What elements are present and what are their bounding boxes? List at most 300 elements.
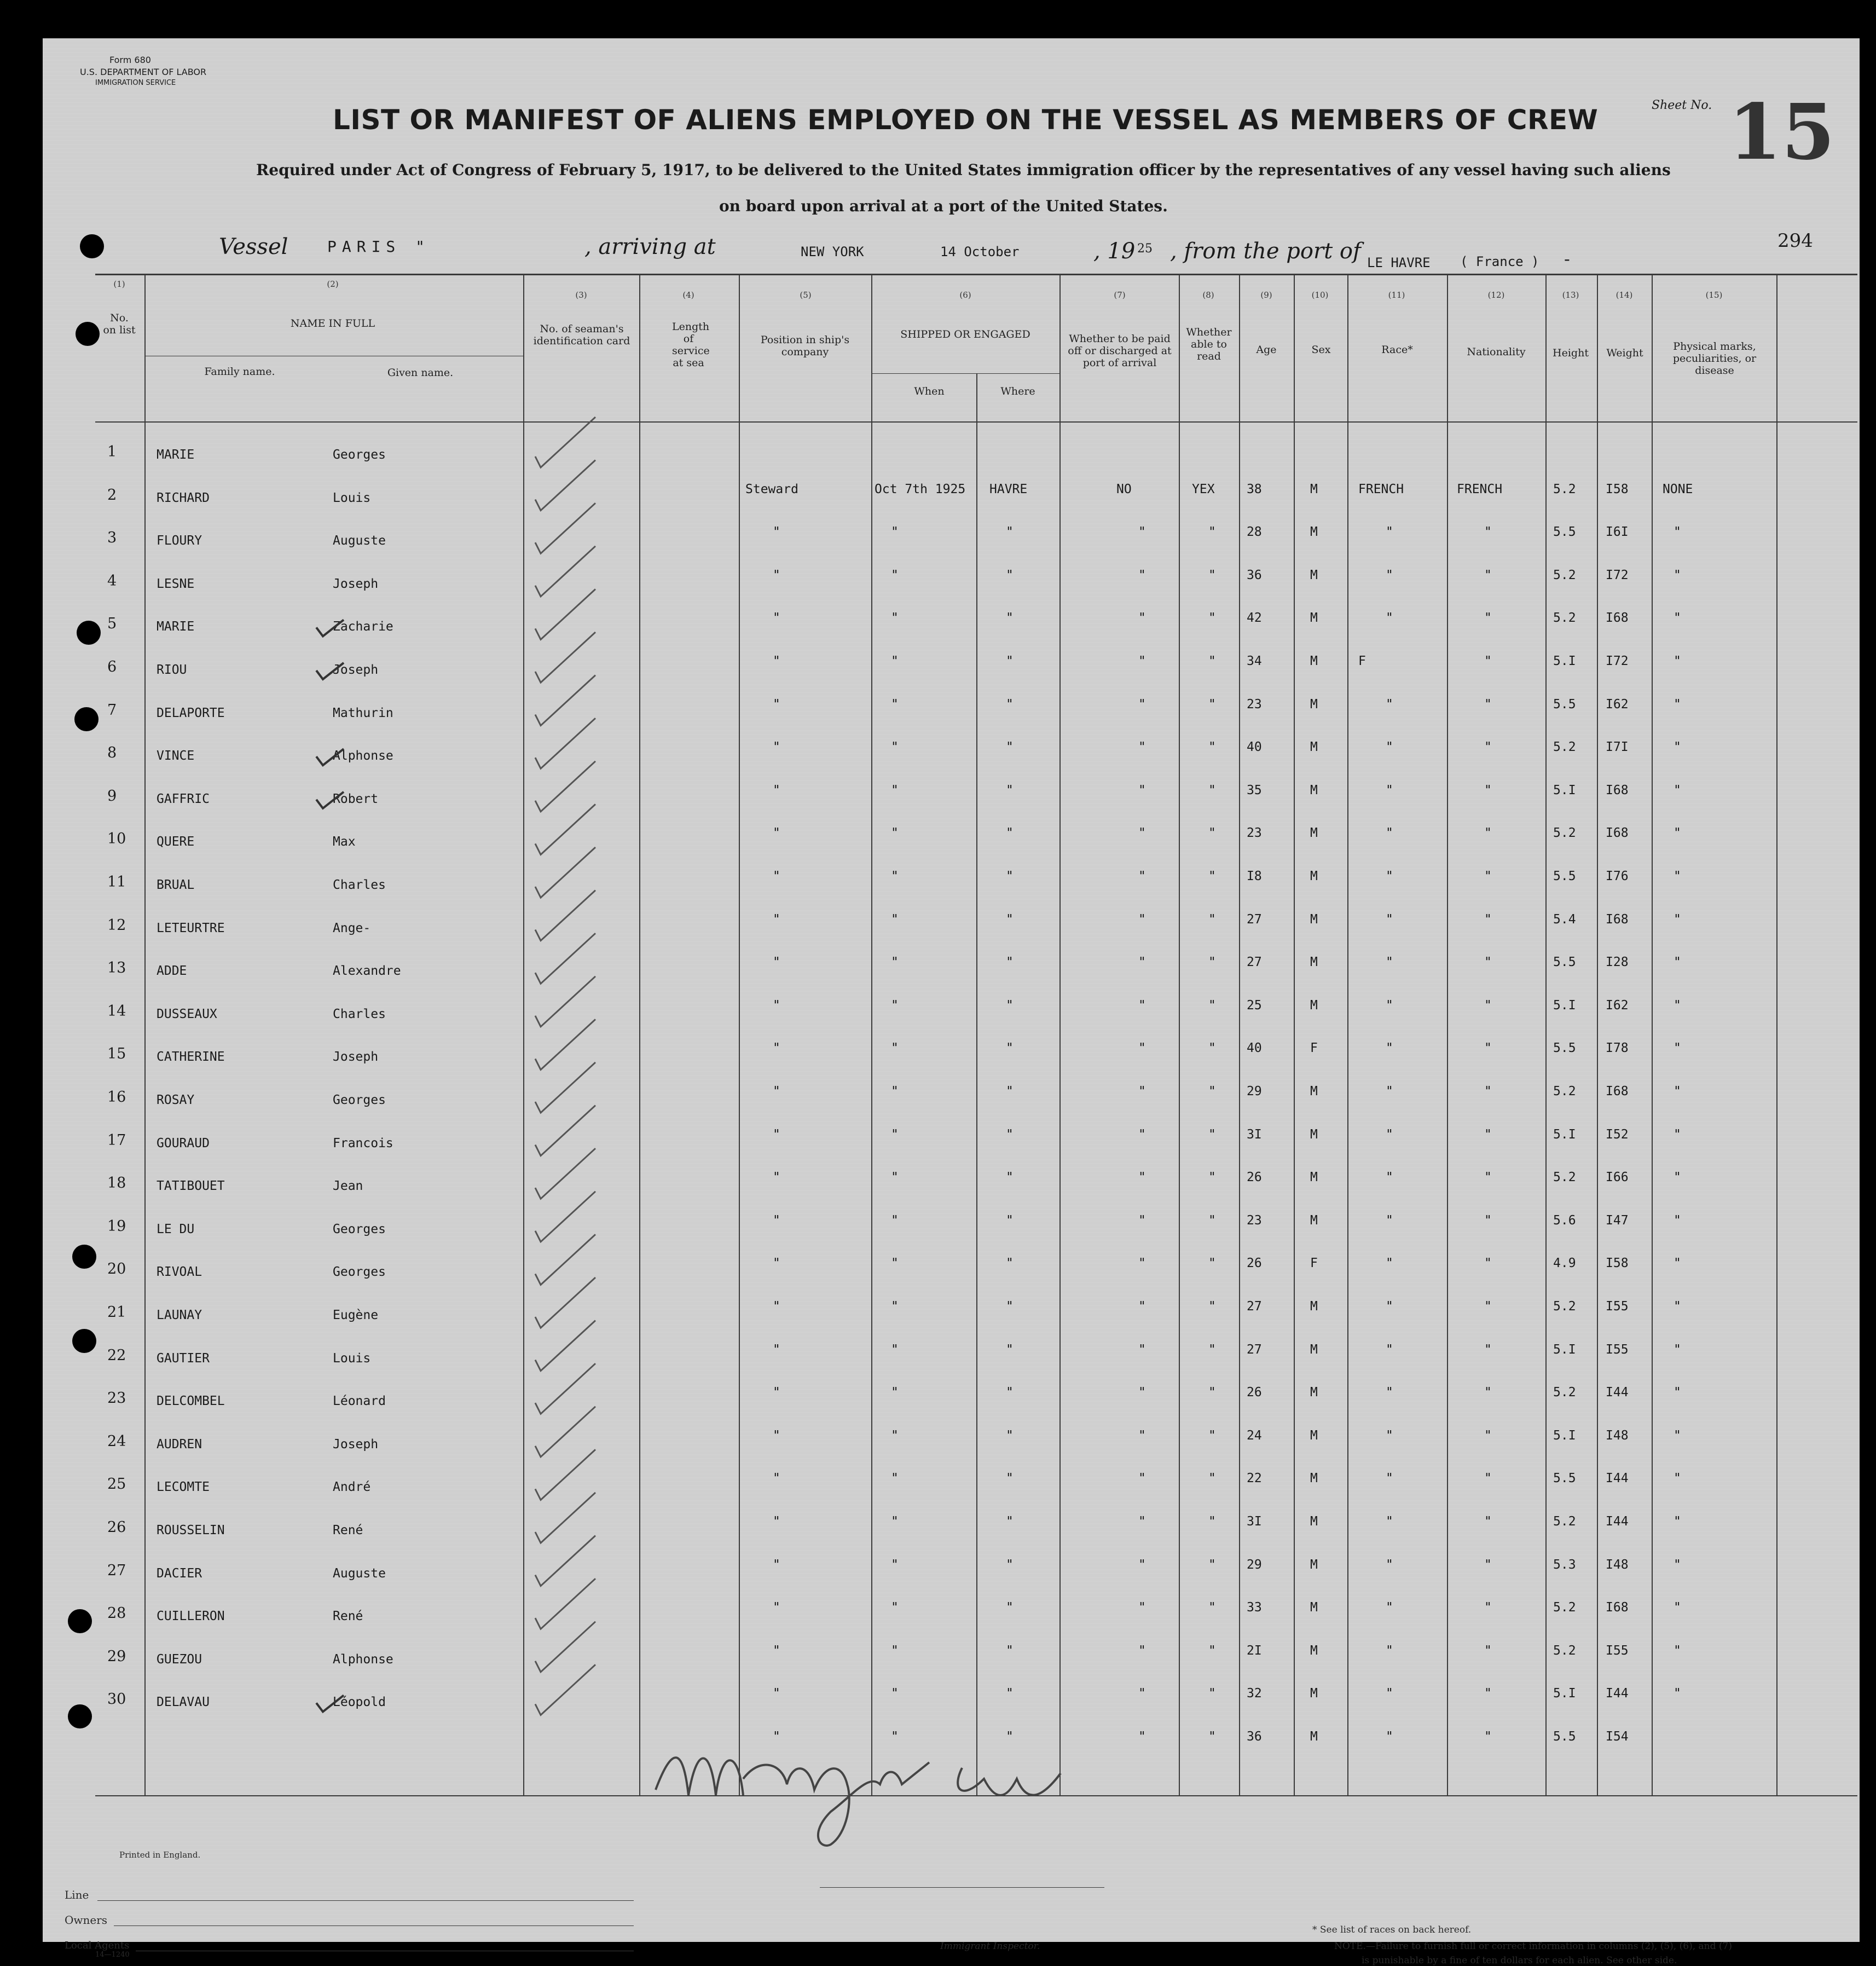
cell-given-name: Max <box>333 835 356 849</box>
row-number: 20 <box>107 1260 126 1278</box>
col-12-header: Nationality <box>1467 346 1526 358</box>
cell-weight: I52 <box>1606 1127 1629 1142</box>
cell-physical-marks: " <box>1674 611 1681 626</box>
cell-race: " <box>1386 1643 1393 1658</box>
cell-position: " <box>773 1342 780 1357</box>
cell-paid-off: " <box>1138 697 1146 712</box>
manifest-title: LIST OR MANIFEST OF ALIENS EMPLOYED ON THE VESSEL AS MEMBERS OF CREW <box>333 104 1599 136</box>
cell-given-name: Jean <box>333 1179 363 1194</box>
vessel-label: Vessel <box>219 234 288 259</box>
table-row <box>43 1428 1860 1476</box>
cell-able-to-read: " <box>1208 1299 1216 1314</box>
cell-given-name: Georges <box>333 1222 386 1236</box>
col-1-number: (1) <box>113 279 125 289</box>
row-number: 4 <box>107 572 117 589</box>
col-3-number: (3) <box>575 290 587 300</box>
col-6-header: SHIPPED OR ENGAGED <box>900 328 1030 340</box>
cell-shipped-where: " <box>1006 998 1014 1013</box>
cell-paid-off: " <box>1138 1730 1146 1744</box>
table-row <box>43 1557 1860 1605</box>
row-number: 11 <box>107 874 126 891</box>
cell-shipped-where: " <box>1006 1514 1014 1529</box>
cell-sex: M <box>1310 1471 1318 1486</box>
cell-age: 3I <box>1247 1127 1262 1142</box>
cell-family-name: DELCOMBEL <box>157 1394 225 1409</box>
cell-age: 25 <box>1247 998 1262 1013</box>
manifest-subtitle-2: on board upon arrival at a port of the United States. <box>719 197 1168 215</box>
col-9-header: Age <box>1256 344 1277 356</box>
cell-paid-off: " <box>1138 1600 1146 1615</box>
row-number: 13 <box>107 959 126 977</box>
cell-weight: I44 <box>1606 1686 1629 1701</box>
cell-nationality: " <box>1484 1084 1492 1098</box>
cell-physical-marks: " <box>1674 1084 1681 1098</box>
cell-sex: M <box>1310 740 1318 755</box>
cell-shipped-where: " <box>1006 1428 1014 1443</box>
cell-shipped-when: " <box>891 1127 899 1142</box>
col-10-header: Sex <box>1311 344 1331 356</box>
cell-paid-off: " <box>1138 1342 1146 1357</box>
owners-label: Owners <box>65 1913 108 1927</box>
cell-nationality: " <box>1484 740 1492 755</box>
printed-note: Printed in England. <box>119 1850 201 1860</box>
cell-age: 36 <box>1247 1730 1262 1744</box>
cell-physical-marks: " <box>1674 1170 1681 1185</box>
cell-shipped-where: " <box>1006 826 1014 841</box>
cell-height: 5.2 <box>1553 1299 1576 1314</box>
cell-height: 5.I <box>1553 1342 1576 1357</box>
cell-shipped-when: " <box>891 1170 899 1185</box>
cell-physical-marks: " <box>1674 1041 1681 1056</box>
cell-race: " <box>1386 912 1393 927</box>
cell-given-name: André <box>333 1480 371 1495</box>
cell-race: " <box>1386 1256 1393 1271</box>
cell-age: 27 <box>1247 1342 1262 1357</box>
cell-given-name: Georges <box>333 1093 386 1107</box>
cell-height: 5.2 <box>1553 1643 1576 1658</box>
row-number: 7 <box>107 701 117 719</box>
cell-able-to-read: " <box>1208 1428 1216 1443</box>
cell-nationality: " <box>1484 1471 1492 1486</box>
cell-position: " <box>773 998 780 1013</box>
col-15-header: Physical marks, peculiarities, or disease <box>1672 340 1757 377</box>
cell-shipped-where: " <box>1006 1471 1014 1486</box>
col-7-number: (7) <box>1114 290 1126 300</box>
cell-nationality: " <box>1484 1514 1492 1529</box>
line-underline <box>97 1900 634 1901</box>
cell-position: " <box>773 1428 780 1443</box>
inspector-signature-drawing <box>623 1713 1225 1855</box>
cell-height: 5.I <box>1553 1686 1576 1701</box>
table-row <box>43 1471 1860 1519</box>
cell-weight: I68 <box>1606 1600 1629 1615</box>
cell-sex: M <box>1310 1428 1318 1443</box>
cell-family-name: GUEZOU <box>157 1652 202 1667</box>
row-number: 1 <box>107 443 117 460</box>
cell-race: " <box>1386 1557 1393 1572</box>
cell-race: " <box>1386 1686 1393 1701</box>
dash: - <box>1564 248 1570 269</box>
cell-sex: M <box>1310 1600 1318 1615</box>
cell-shipped-where: " <box>1006 1730 1014 1744</box>
cell-given-name: Auguste <box>333 534 386 548</box>
cell-shipped-when: " <box>891 912 899 927</box>
col-14-number: (14) <box>1616 290 1633 300</box>
cell-nationality: " <box>1484 783 1492 797</box>
cell-family-name: AUDREN <box>157 1437 202 1452</box>
punch-hole <box>80 234 104 258</box>
cell-age: 28 <box>1247 525 1262 540</box>
cell-physical-marks: " <box>1674 1385 1681 1400</box>
row-number: 2 <box>107 486 117 504</box>
form-number: Form 680 <box>109 55 151 65</box>
cell-given-name: René <box>333 1609 363 1624</box>
cell-shipped-where: " <box>1006 783 1014 797</box>
cell-weight: I58 <box>1606 1256 1629 1271</box>
cell-position: " <box>773 1686 780 1701</box>
cell-family-name: LESNE <box>157 576 195 591</box>
cell-shipped-when: " <box>891 1557 899 1572</box>
row-number: 5 <box>107 615 117 633</box>
col-12-number: (12) <box>1487 290 1505 300</box>
cell-paid-off: " <box>1138 912 1146 927</box>
cell-family-name: DUSSEAUX <box>157 1007 217 1021</box>
cell-paid-off: " <box>1138 998 1146 1013</box>
cell-sex: M <box>1310 525 1318 540</box>
row-number: 12 <box>107 916 126 934</box>
table-row <box>43 1127 1860 1175</box>
cell-position: " <box>773 955 780 970</box>
col-6-where-header: Where <box>1000 385 1035 397</box>
cell-height: 5.I <box>1553 1127 1576 1142</box>
cell-physical-marks: " <box>1674 1342 1681 1357</box>
cell-race: " <box>1386 998 1393 1013</box>
table-row <box>43 1170 1860 1218</box>
cell-nationality: " <box>1484 568 1492 582</box>
cell-weight: I6I <box>1606 525 1629 540</box>
from-label: , from the port of <box>1170 239 1361 264</box>
cell-given-name: Léonard <box>333 1394 386 1409</box>
cell-able-to-read: " <box>1208 912 1216 927</box>
cell-family-name: ADDE <box>157 964 187 979</box>
cell-physical-marks: " <box>1674 1213 1681 1228</box>
row-number: 14 <box>107 1002 126 1020</box>
cell-able-to-read: " <box>1208 611 1216 626</box>
cell-able-to-read: " <box>1208 697 1216 712</box>
cell-age: 27 <box>1247 912 1262 927</box>
cell-physical-marks: " <box>1674 1256 1681 1271</box>
cell-height: 5.3 <box>1553 1557 1576 1572</box>
service: IMMIGRATION SERVICE <box>95 79 176 87</box>
row-number: 9 <box>107 787 117 805</box>
cell-sex: M <box>1310 1686 1318 1701</box>
cell-height: 5.2 <box>1553 568 1576 582</box>
cell-given-name: Joseph <box>333 663 379 677</box>
cell-shipped-when: " <box>891 1428 899 1443</box>
cell-paid-off: " <box>1138 869 1146 883</box>
table-row <box>43 869 1860 917</box>
cell-physical-marks: " <box>1674 1514 1681 1529</box>
cell-paid-off: " <box>1138 1213 1146 1228</box>
cell-able-to-read: " <box>1208 1471 1216 1486</box>
cell-age: 23 <box>1247 826 1262 841</box>
cell-family-name: CUILLERON <box>157 1609 225 1624</box>
cell-shipped-when: " <box>891 783 899 797</box>
cell-shipped-where: " <box>1006 654 1014 668</box>
cell-shipped-when: " <box>891 611 899 626</box>
cell-race: " <box>1386 611 1393 626</box>
cell-shipped-where: " <box>1006 1385 1014 1400</box>
cell-position: " <box>773 1084 780 1098</box>
cell-physical-marks: " <box>1674 1557 1681 1572</box>
cell-physical-marks: NONE <box>1663 482 1693 496</box>
cell-position: " <box>773 654 780 668</box>
cell-able-to-read: " <box>1208 783 1216 797</box>
cell-able-to-read: " <box>1208 1686 1216 1701</box>
cell-position: " <box>773 826 780 841</box>
cell-physical-marks: " <box>1674 869 1681 883</box>
cell-nationality: " <box>1484 654 1492 668</box>
cell-race: " <box>1386 697 1393 712</box>
cell-height: 5.I <box>1553 1428 1576 1443</box>
cell-age: 23 <box>1247 1213 1262 1228</box>
cell-physical-marks: " <box>1674 697 1681 712</box>
cell-position: " <box>773 1730 780 1744</box>
cell-nationality: " <box>1484 1600 1492 1615</box>
cell-shipped-where: " <box>1006 525 1014 540</box>
cell-family-name: GOURAUD <box>157 1136 210 1150</box>
cell-age: 34 <box>1247 654 1262 668</box>
cell-given-name: Joseph <box>333 1050 379 1065</box>
cell-physical-marks: " <box>1674 783 1681 797</box>
cell-paid-off: " <box>1138 1385 1146 1400</box>
cell-family-name: DELAVAU <box>157 1695 210 1710</box>
cell-age: 27 <box>1247 1299 1262 1314</box>
cell-height: 5.5 <box>1553 1730 1576 1744</box>
cell-able-to-read: " <box>1208 1557 1216 1572</box>
cell-nationality: " <box>1484 826 1492 841</box>
cell-height: 5.5 <box>1553 1471 1576 1486</box>
cell-shipped-where: " <box>1006 1600 1014 1615</box>
cell-weight: I76 <box>1606 869 1629 883</box>
cell-age: 40 <box>1247 1041 1262 1056</box>
table-row <box>43 1643 1860 1691</box>
row-number: 19 <box>107 1217 126 1235</box>
cell-sex: M <box>1310 482 1318 496</box>
cell-family-name: DELAPORTE <box>157 706 225 720</box>
cell-paid-off: " <box>1138 568 1146 582</box>
cell-age: 29 <box>1247 1084 1262 1098</box>
cell-able-to-read: " <box>1208 998 1216 1013</box>
cell-paid-off: " <box>1138 826 1146 841</box>
cell-sex: M <box>1310 1342 1318 1357</box>
cell-able-to-read: " <box>1208 1256 1216 1271</box>
row-number: 27 <box>107 1562 126 1579</box>
cell-physical-marks: " <box>1674 998 1681 1013</box>
cell-position: " <box>773 1041 780 1056</box>
cell-shipped-where: " <box>1006 869 1014 883</box>
row-number: 16 <box>107 1089 126 1106</box>
cell-sex: M <box>1310 955 1318 970</box>
race-note: * See list of races on back hereof. <box>1312 1924 1472 1935</box>
cell-shipped-when: " <box>891 869 899 883</box>
cell-height: 5.2 <box>1553 1084 1576 1098</box>
table-row <box>43 740 1860 788</box>
cell-nationality: " <box>1484 1127 1492 1142</box>
cell-height: 5.2 <box>1553 482 1576 496</box>
cell-position: " <box>773 912 780 927</box>
cell-race: " <box>1386 525 1393 540</box>
table-row <box>43 654 1860 702</box>
row-number: 25 <box>107 1476 126 1493</box>
cell-position: " <box>773 1213 780 1228</box>
cell-paid-off: " <box>1138 740 1146 755</box>
cell-position: " <box>773 1514 780 1529</box>
cell-position: " <box>773 697 780 712</box>
cell-able-to-read: " <box>1208 1170 1216 1185</box>
cell-height: 5.2 <box>1553 1600 1576 1615</box>
cell-shipped-when: " <box>891 1256 899 1271</box>
cell-able-to-read: " <box>1208 869 1216 883</box>
cell-height: 5.5 <box>1553 955 1576 970</box>
sheet-number: 15 <box>1728 88 1835 177</box>
cell-shipped-when: " <box>891 1084 899 1098</box>
cell-weight: I54 <box>1606 1730 1629 1744</box>
department: U.S. DEPARTMENT OF LABOR <box>80 67 207 77</box>
cell-shipped-where: " <box>1006 611 1014 626</box>
cell-physical-marks: " <box>1674 1127 1681 1142</box>
cell-physical-marks: " <box>1674 1686 1681 1701</box>
col-2-family-header: Family name. <box>204 366 275 378</box>
cell-given-name: Louis <box>333 1351 371 1366</box>
cell-family-name: RIOU <box>157 663 187 677</box>
col-1-header: No. on list <box>103 312 136 336</box>
cell-family-name: TATIBOUET <box>157 1179 225 1194</box>
cell-weight: I28 <box>1606 955 1629 970</box>
cell-family-name: DACIER <box>157 1566 202 1581</box>
cell-sex: M <box>1310 1514 1318 1529</box>
cell-sex: M <box>1310 1127 1318 1142</box>
cell-height: 5.2 <box>1553 1514 1576 1529</box>
cell-age: 22 <box>1247 1471 1262 1486</box>
cell-paid-off: " <box>1138 1557 1146 1572</box>
vessel-name: PARIS " <box>327 238 431 256</box>
cell-shipped-where: " <box>1006 1557 1014 1572</box>
cell-shipped-when: " <box>891 1730 899 1744</box>
cell-physical-marks: " <box>1674 1643 1681 1658</box>
cell-shipped-where: " <box>1006 955 1014 970</box>
cell-physical-marks: " <box>1674 955 1681 970</box>
cell-physical-marks: " <box>1674 1600 1681 1615</box>
cell-sex: M <box>1310 783 1318 797</box>
cell-physical-marks: " <box>1674 654 1681 668</box>
cell-able-to-read: YEX <box>1192 482 1215 496</box>
cell-shipped-when: " <box>891 1471 899 1486</box>
col-15-number: (15) <box>1705 290 1723 300</box>
table-row <box>43 955 1860 1003</box>
table-row <box>43 998 1860 1046</box>
table-row <box>43 482 1860 530</box>
cell-family-name: ROUSSELIN <box>157 1523 225 1537</box>
cell-paid-off: " <box>1138 955 1146 970</box>
table-row <box>43 783 1860 831</box>
cell-weight: I68 <box>1606 912 1629 927</box>
cell-position: " <box>773 1471 780 1486</box>
cell-family-name: MARIE <box>157 620 195 634</box>
cell-shipped-where: " <box>1006 1686 1014 1701</box>
col-6-number: (6) <box>959 290 971 300</box>
cell-family-name: GAFFRIC <box>157 791 210 806</box>
cell-able-to-read: " <box>1208 955 1216 970</box>
cell-nationality: FRENCH <box>1457 482 1503 496</box>
table-row <box>43 1514 1860 1562</box>
cell-shipped-when: " <box>891 826 899 841</box>
table-row <box>43 1041 1860 1089</box>
cell-able-to-read: " <box>1208 1041 1216 1056</box>
cell-nationality: " <box>1484 1385 1492 1400</box>
cell-position: " <box>773 783 780 797</box>
cell-shipped-when: " <box>891 998 899 1013</box>
cell-age: 24 <box>1247 1428 1262 1443</box>
cell-shipped-where: " <box>1006 568 1014 582</box>
cell-height: 5.2 <box>1553 826 1576 841</box>
cell-family-name: LAUNAY <box>157 1308 202 1322</box>
cell-given-name: Alphonse <box>333 749 393 764</box>
cell-able-to-read: " <box>1208 525 1216 540</box>
cell-sex: M <box>1310 1643 1318 1658</box>
cell-weight: I55 <box>1606 1342 1629 1357</box>
arriving-label: , arriving at <box>584 234 716 259</box>
cell-position: " <box>773 1299 780 1314</box>
cell-shipped-where: " <box>1006 1299 1014 1314</box>
cell-nationality: " <box>1484 1557 1492 1572</box>
col-14-header: Weight <box>1606 347 1643 359</box>
cell-height: 5.2 <box>1553 1170 1576 1185</box>
cell-position: " <box>773 1643 780 1658</box>
col-5-number: (5) <box>800 290 812 300</box>
cell-race: " <box>1386 869 1393 883</box>
cell-given-name: Francois <box>333 1136 393 1150</box>
year-suffix: 25 <box>1137 242 1153 256</box>
cell-age: 35 <box>1247 783 1262 797</box>
punch-hole <box>76 322 100 346</box>
col-2-header: NAME IN FULL <box>290 317 375 329</box>
col-4-number: (4) <box>682 290 694 300</box>
col-3-header: No. of seaman's identification card <box>533 323 630 347</box>
cell-physical-marks: " <box>1674 912 1681 927</box>
cell-family-name: GAUTIER <box>157 1351 210 1366</box>
cell-shipped-when: " <box>891 1213 899 1228</box>
row-number: 18 <box>107 1175 126 1192</box>
cell-age: 27 <box>1247 955 1262 970</box>
cell-age: 29 <box>1247 1557 1262 1572</box>
cell-shipped-when: " <box>891 1643 899 1658</box>
table-row <box>43 568 1860 616</box>
arrival-date: 14 October <box>940 244 1020 259</box>
cell-shipped-when: " <box>891 1600 899 1615</box>
cell-race: " <box>1386 1385 1393 1400</box>
cell-able-to-read: " <box>1208 1730 1216 1744</box>
cell-nationality: " <box>1484 998 1492 1013</box>
cell-race: " <box>1386 1299 1393 1314</box>
cell-height: 5.I <box>1553 654 1576 668</box>
cell-race: " <box>1386 783 1393 797</box>
cell-weight: I62 <box>1606 697 1629 712</box>
manifest-subtitle-1: Required under Act of Congress of February 5, 1917, to be delivered to the United States immigration officer by the representatives of any vessel having such aliens <box>256 161 1671 179</box>
table-row <box>43 1299 1860 1347</box>
cell-sex: M <box>1310 611 1318 626</box>
row-number: 30 <box>107 1691 126 1708</box>
